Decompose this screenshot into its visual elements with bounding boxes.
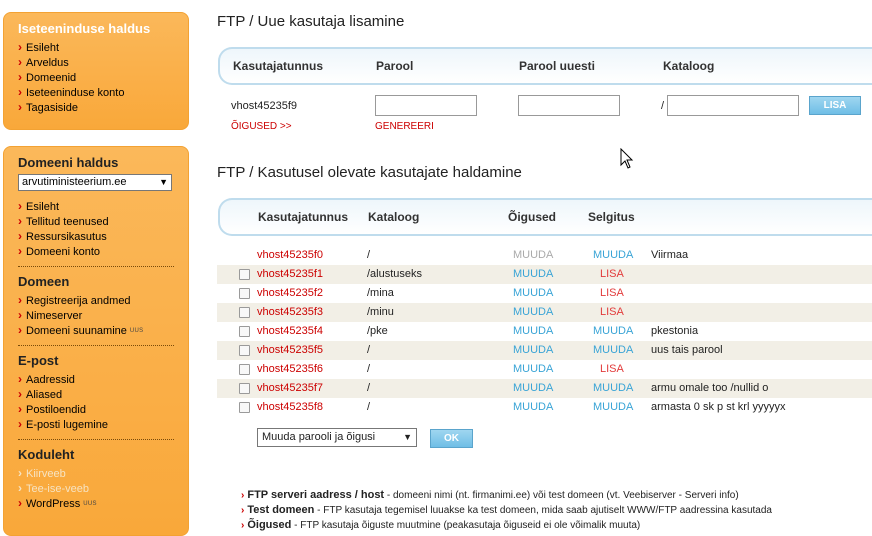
col-parool: Parool <box>376 59 414 73</box>
note-line <box>241 488 772 503</box>
menu-tee-ise-veeb[interactable]: › Tee-ise-veeb <box>18 481 180 496</box>
dir-cell: / <box>367 344 371 356</box>
col-parool-uuesti: Parool uuesti <box>519 59 596 73</box>
col-kataloog: Kataloog <box>663 59 715 73</box>
menu-ressursikasutus[interactable]: › Ressursikasutus <box>18 229 180 244</box>
dir-cell: /pke <box>367 325 388 337</box>
menu-aadressid[interactable]: › Aadressid <box>18 372 180 387</box>
user-link[interactable]: vhost45235f7 <box>257 382 324 394</box>
note-desc: - domeeni nimi (nt. firmanimi.ee) või test domeen (vt. Veebiserver - Serveri info) <box>384 490 739 501</box>
menu-aliased[interactable]: › Aliased <box>18 387 180 402</box>
rights-muuda[interactable]: MUUDA <box>513 325 554 337</box>
sidebar <box>3 12 189 536</box>
menu-arveldus[interactable]: › Arveldus <box>18 55 180 70</box>
dir-cell: / <box>367 363 371 375</box>
note-term: FTP serveri aadress / host <box>247 489 385 501</box>
note-text: pkestonia <box>651 325 699 337</box>
note-text: uus tais parool <box>651 344 723 356</box>
new-badge: UUS <box>83 500 97 507</box>
bulk-action-select[interactable] <box>257 428 417 447</box>
table-row <box>217 246 872 265</box>
note-text: armasta 0 sk p st krl yyyyyx <box>651 401 786 413</box>
koduleht-menu <box>18 466 180 511</box>
add-user-header <box>218 47 872 85</box>
col-kataloog: Kataloog <box>368 210 420 224</box>
add-user-title: FTP / Uue kasutaja lisamine <box>217 13 405 30</box>
manage-users-title: FTP / Kasutusel olevate kasutajate haldamine <box>217 164 522 181</box>
row-checkbox[interactable] <box>239 364 250 375</box>
rights-link[interactable]: ÕIGUSED >> <box>231 121 292 132</box>
mouse-cursor-icon <box>620 148 634 170</box>
domain-mgmt-title: Domeeni haldus <box>18 155 119 170</box>
divider <box>18 439 174 440</box>
row-checkbox[interactable] <box>239 326 250 337</box>
new-badge: UUS <box>129 327 144 334</box>
menu-wordpress[interactable] <box>18 496 180 511</box>
users-table <box>217 246 872 417</box>
menu-kiirveeb[interactable]: › Kiirveeb <box>18 466 180 481</box>
user-link[interactable]: vhost45235f5 <box>257 344 324 356</box>
note-desc: - FTP kasutaja tegemisel luuakse ka test domeen, mida saab ajutiselt WWW/FTP aadressina kasutada <box>314 505 772 516</box>
rights-muuda[interactable]: MUUDA <box>513 401 554 413</box>
rights-muuda[interactable]: MUUDA <box>513 287 554 299</box>
user-link[interactable]: vhost45235f0 <box>257 249 324 261</box>
user-link[interactable]: vhost45235f2 <box>257 287 324 299</box>
menu-iseteeninduse-konto[interactable]: › Iseteeninduse konto <box>18 85 180 100</box>
menu-wordpress-label: WordPress <box>26 498 81 510</box>
col-oigused: Õigused <box>508 210 557 224</box>
table-row <box>217 322 872 341</box>
note-term: Õigused <box>247 519 292 531</box>
note-term: Test domeen <box>247 504 315 516</box>
arrow-right-icon: › <box>241 520 245 531</box>
table-row <box>217 265 872 284</box>
menu-tagasiside[interactable]: › Tagasiside <box>18 100 180 115</box>
rights-muuda[interactable]: MUUDA <box>513 363 554 375</box>
note-action[interactable]: MUUDA <box>593 325 634 337</box>
user-link[interactable]: vhost45235f4 <box>257 325 324 337</box>
chevron-down-icon: ▼ <box>159 177 168 187</box>
col-kasutajatunnus: Kasutajatunnus <box>233 59 324 73</box>
menu-domeeni-suunamine[interactable] <box>18 323 180 338</box>
note-text: armu omale too /nullid o <box>651 382 769 394</box>
menu-domeeni-suunamine-label: Domeeni suunamine <box>26 325 127 337</box>
rights-muuda[interactable]: MUUDA <box>513 306 554 318</box>
path-prefix: / <box>661 100 665 112</box>
dir-cell: / <box>367 249 371 261</box>
note-action[interactable]: MUUDA <box>593 401 634 413</box>
menu-domain-esileht[interactable]: › Esileht <box>18 199 180 214</box>
note-action[interactable]: LISA <box>600 306 624 318</box>
epost-menu <box>18 372 180 432</box>
note-action[interactable]: LISA <box>600 268 624 280</box>
row-checkbox[interactable] <box>239 383 250 394</box>
dir-cell: /minu <box>367 306 394 318</box>
rights-muuda[interactable]: MUUDA <box>513 344 554 356</box>
self-service-box <box>3 12 189 130</box>
domeen-title: Domeen <box>18 274 70 289</box>
col-selgitus: Selgitus <box>588 210 635 224</box>
divider <box>18 266 174 267</box>
row-checkbox[interactable] <box>239 345 250 356</box>
note-action[interactable]: MUUDA <box>593 382 634 394</box>
table-row <box>217 284 872 303</box>
manage-users-header <box>218 198 872 236</box>
row-checkbox[interactable] <box>239 402 250 413</box>
rights-muuda[interactable]: MUUDA <box>513 249 554 261</box>
divider <box>18 345 174 346</box>
add-button[interactable]: LISA <box>809 96 861 115</box>
chevron-down-icon: ▼ <box>403 432 412 442</box>
dir-cell: / <box>367 382 371 394</box>
table-row <box>217 379 872 398</box>
bulk-action-value: Muuda parooli ja õigusi <box>262 431 376 443</box>
domeen-menu <box>18 293 180 338</box>
row-checkbox[interactable] <box>239 269 250 280</box>
row-checkbox[interactable] <box>239 307 250 318</box>
help-notes <box>241 488 772 533</box>
generate-link[interactable]: GENEREERI <box>375 121 434 132</box>
domain-menu <box>18 199 180 259</box>
note-action[interactable]: MUUDA <box>593 249 634 261</box>
menu-eposti-lugemine[interactable]: › E-posti lugemine <box>18 417 180 432</box>
rights-muuda[interactable]: MUUDA <box>513 382 554 394</box>
password-input[interactable] <box>375 95 477 116</box>
user-link[interactable]: vhost45235f1 <box>257 268 324 280</box>
domain-mgmt-box <box>3 146 189 536</box>
domain-select-value: arvutiministeerium.ee <box>22 176 127 188</box>
menu-nimeserver[interactable]: › Nimeserver <box>18 308 180 323</box>
note-text: Viirmaa <box>651 249 689 261</box>
arrow-right-icon: › <box>241 505 245 516</box>
menu-esileht[interactable]: › Esileht <box>18 40 180 55</box>
rights-muuda[interactable]: MUUDA <box>513 268 554 280</box>
arrow-right-icon: › <box>241 490 245 501</box>
dir-cell: /alustuseks <box>367 268 423 280</box>
self-service-menu <box>18 40 180 115</box>
note-action[interactable]: LISA <box>600 363 624 375</box>
menu-postiloendid[interactable]: › Postiloendid <box>18 402 180 417</box>
menu-tellitud-teenused[interactable]: › Tellitud teenused <box>18 214 180 229</box>
koduleht-title: Koduleht <box>18 447 75 462</box>
dir-cell: /mina <box>367 287 394 299</box>
password-repeat-input[interactable] <box>518 95 620 116</box>
menu-registreerija-andmed[interactable]: › Registreerija andmed <box>18 293 180 308</box>
note-action[interactable]: MUUDA <box>593 344 634 356</box>
row-checkbox[interactable] <box>239 288 250 299</box>
ok-button[interactable]: OK <box>430 429 473 448</box>
menu-domeeni-konto[interactable]: › Domeeni konto <box>18 244 180 259</box>
add-user-row <box>217 95 872 135</box>
directory-input[interactable] <box>667 95 799 116</box>
col-kasutajatunnus: Kasutajatunnus <box>258 210 349 224</box>
table-row <box>217 303 872 322</box>
user-link[interactable]: vhost45235f6 <box>257 363 324 375</box>
note-action[interactable]: LISA <box>600 287 624 299</box>
dir-cell: / <box>367 401 371 413</box>
note-line <box>241 503 772 518</box>
self-service-title: Iseteeninduse haldus <box>18 21 151 36</box>
domain-select[interactable] <box>18 174 172 191</box>
user-link[interactable]: vhost45235f3 <box>257 306 324 318</box>
menu-domeenid[interactable]: › Domeenid <box>18 70 180 85</box>
table-row <box>217 398 872 417</box>
new-username: vhost45235f9 <box>231 100 298 112</box>
table-row <box>217 360 872 379</box>
note-desc: - FTP kasutaja õiguste muutmine (peakasutaja õiguseid ei ole võimalik muuta) <box>291 520 641 531</box>
epost-title: E-post <box>18 353 59 368</box>
table-row <box>217 341 872 360</box>
user-link[interactable]: vhost45235f8 <box>257 401 324 413</box>
